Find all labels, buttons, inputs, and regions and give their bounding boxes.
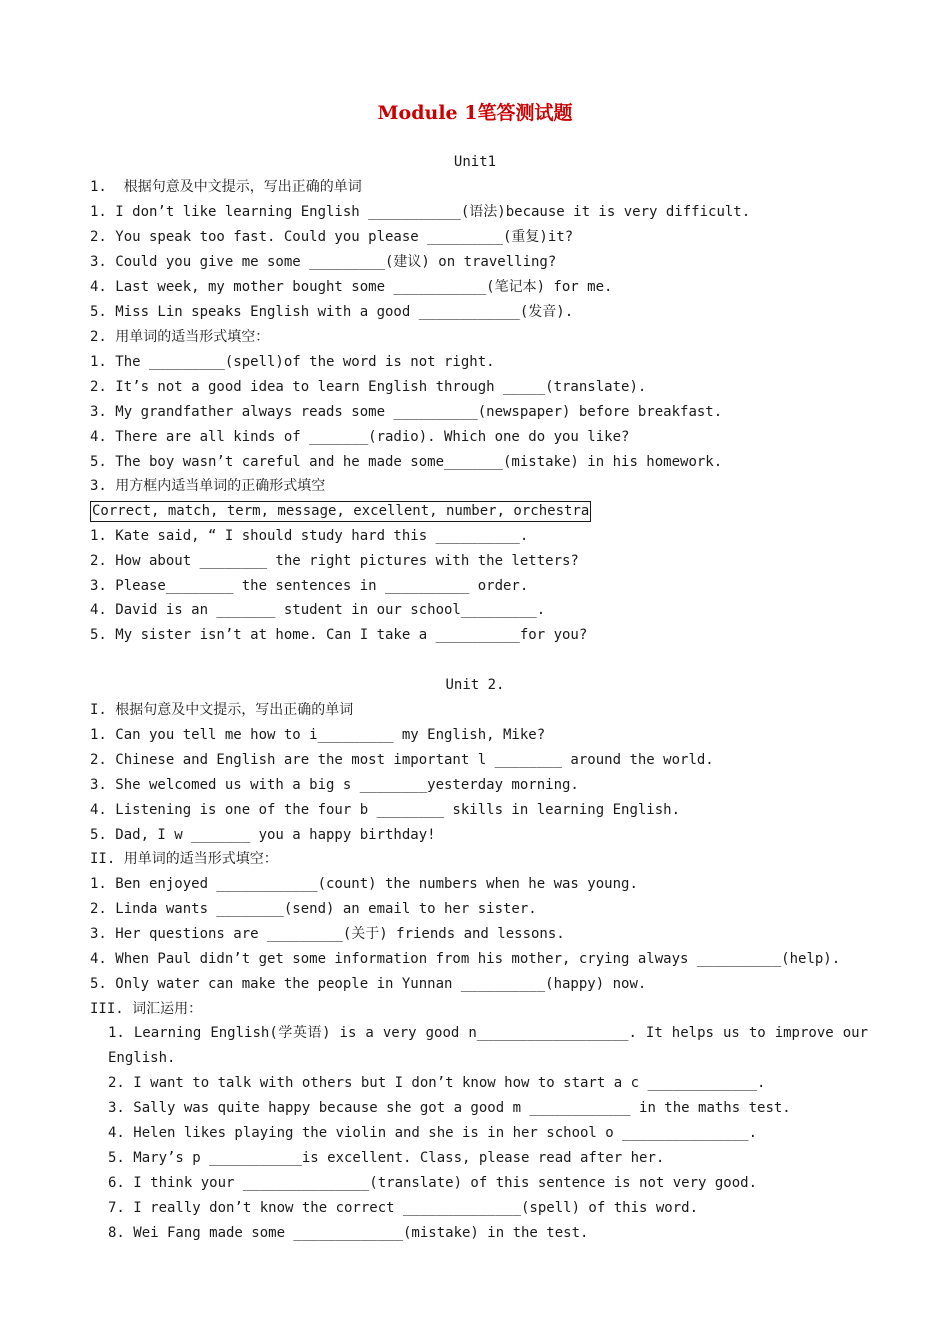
unit1-section2-item-4: 4. There are all kinds of _______(radio). Which one do you like? [90,429,630,445]
unit2-section1-item-5: 5. Dad, I w _______ you a happy birthday! [90,827,436,843]
unit2-section2-heading: II. 用单词的适当形式填空： [90,851,278,867]
unit2-section3-item-6: 6. I think your _______________(translate) of this sentence is not very good. [108,1175,758,1191]
unit2-section2-item-1: 1. Ben enjoyed ____________(count) the numbers when he was young. [90,876,638,892]
unit1-section2-heading: 2. 用单词的适当形式填空： [90,329,270,345]
unit2-section1-heading: I. 根据句意及中文提示，写出正确的单词 [90,702,354,718]
unit2-section3-item-1: 1. Learning English(学英语) is a very good n__________________. It helps us to improve our English. [108,1025,868,1066]
unit2-section3-item-8: 8. Wei Fang made some _____________(mistake) in the test. [108,1225,589,1241]
unit2-section2-item-3: 3. Her questions are _________(关于) friends and lessons. [90,926,565,942]
unit2-section3-heading: III. 词汇运用： [90,1001,203,1017]
unit2-section3-item-7: 7. I really don’t know the correct ______________(spell) of this word. [108,1200,699,1216]
unit1-section3-item-2: 2. How about ________ the right pictures with the letters? [90,553,579,569]
unit2-section2-item-5: 5. Only water can make the people in Yunnan __________(happy) now. [90,976,647,992]
word-box: Correct, match, term, message, excellent, number, orchestra [90,501,591,522]
unit1-section3-item-1: 1. Kate said, “ I should study hard this __________. [90,528,529,544]
unit2-section2-item-4: 4. When Paul didn’t get some information from his mother, crying always __________(help). [90,951,841,967]
unit2-section1-item-1: 1. Can you tell me how to i_________ my English, Mike? [90,727,546,743]
unit1-section3-item-5: 5. My sister isn’t at home. Can I take a __________for you? [90,627,588,643]
unit2-section3-item-2: 2. I want to talk with others but I don’t know how to start a c _____________. [108,1075,766,1091]
unit1-section3-item-3: 3. Please________ the sentences in __________ order. [90,578,529,594]
unit1-section1-item-2: 2. You speak too fast. Could you please _________(重复)it? [90,229,574,245]
unit2-section2-item-2: 2. Linda wants ________(send) an email to her sister. [90,901,537,917]
unit1-heading: Unit1 [453,154,497,170]
unit1-section1-item-3: 3. Could you give me some _________(建议) on travelling? [90,254,557,270]
unit2-heading: Unit 2. [445,677,505,693]
unit1-section3-item-4: 4. David is an _______ student in our school_________. [90,602,546,618]
unit1-section2-item-2: 2. It’s not a good idea to learn English through _____(translate). [90,379,647,395]
unit2-section1-item-4: 4. Listening is one of the four b ________ skills in learning English. [90,802,681,818]
unit1-section1-item-5: 5. Miss Lin speaks English with a good ____________(发音). [90,304,574,320]
unit2-section3-item-3: 3. Sally was quite happy because she got a good m ____________ in the maths test. [108,1100,791,1116]
unit1-section3-heading: 3. 用方框内适当单词的正确形式填空 [90,478,326,494]
unit2-section3-item-5: 5. Mary’s p ___________is excellent. Class, please read after her. [108,1150,665,1166]
page-title: Module 1笔答测试题 [377,102,573,124]
unit2-section1-item-3: 3. She welcomed us with a big s ________yesterday morning. [90,777,579,793]
unit2-section1-item-2: 2. Chinese and English are the most important l ________ around the world. [90,752,714,768]
unit1-section1-item-1: 1. I don’t like learning English ___________(语法)because it is very difficult. [90,204,751,220]
unit1-section2-item-1: 1. The _________(spell)of the word is not right. [90,354,495,370]
unit1-section2-item-5: 5. The boy wasn’t careful and he made some_______(mistake) in his homework. [90,454,723,470]
unit1-section1-item-4: 4. Last week, my mother bought some ___________(笔记本) for me. [90,279,613,295]
unit2-section3-item-4: 4. Helen likes playing the violin and she is in her school o _______________. [108,1125,758,1141]
unit1-section1-heading: 1. 根据句意及中文提示，写出正确的单词 [90,179,362,195]
unit1-section2-item-3: 3. My grandfather always reads some __________(newspaper) before breakfast. [90,404,723,420]
